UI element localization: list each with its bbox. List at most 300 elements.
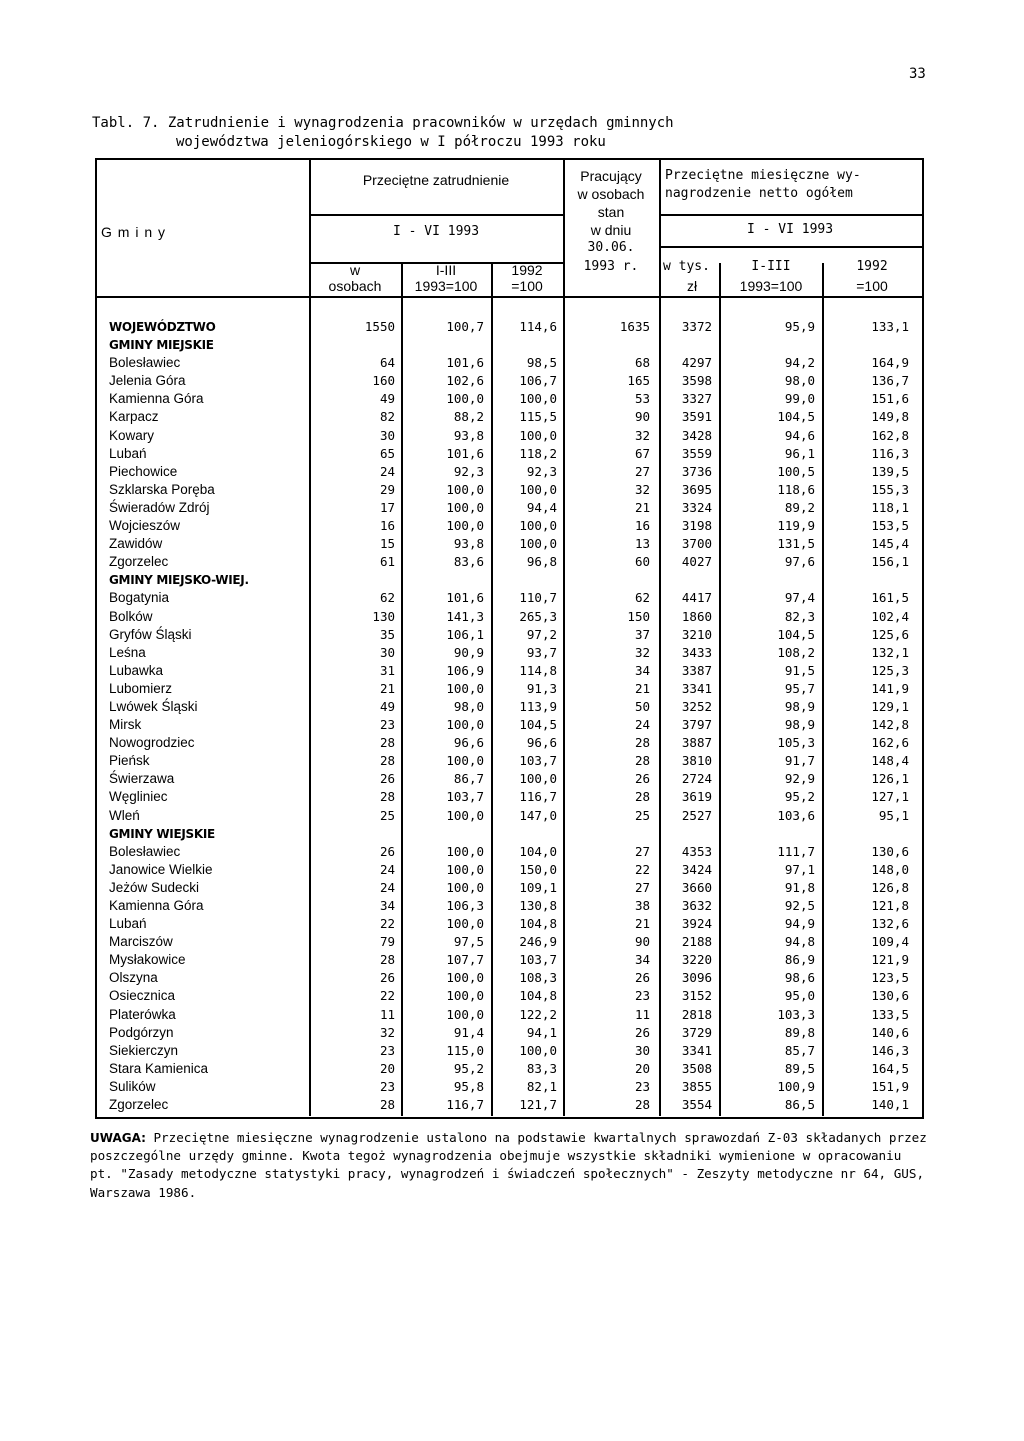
row-value: 3252 — [681, 698, 712, 714]
row-value: 26 — [634, 970, 650, 986]
row-value: 100,0 — [446, 916, 484, 932]
table-row — [95, 915, 922, 933]
row-value: 29 — [379, 481, 395, 497]
row-value: 97,1 — [784, 861, 815, 877]
table-row — [95, 608, 922, 626]
row-value: 100,0 — [446, 861, 484, 877]
title-line-1: Tabl. 7. Zatrudnienie i wynagrodzenia pracowników w urzędach gminnych — [92, 115, 674, 131]
row-value: 24 — [379, 879, 395, 895]
row-name: Bogatynia — [109, 590, 170, 606]
table-row — [95, 427, 922, 445]
row-value: 3424 — [681, 861, 712, 877]
row-value: 93,8 — [453, 427, 484, 443]
row-value: 1550 — [364, 319, 395, 334]
row-value: 23 — [634, 988, 650, 1004]
row-value: 3887 — [681, 735, 712, 751]
row-value: 62 — [379, 590, 395, 606]
table-row — [95, 517, 922, 535]
row-value: 126,8 — [871, 879, 909, 895]
row-name: Siekierczyn — [109, 1042, 179, 1058]
row-value: 100,0 — [519, 536, 557, 552]
row-value: 160 — [372, 373, 395, 389]
row-value: 94,2 — [784, 355, 815, 371]
row-name: Wojcieszów — [109, 518, 181, 534]
row-value: 129,1 — [871, 698, 909, 714]
row-value: 91,8 — [784, 879, 815, 895]
table-row — [95, 1006, 922, 1024]
row-value: 27 — [634, 463, 650, 479]
row-value: 94,1 — [526, 1024, 557, 1040]
row-value: 150 — [627, 608, 650, 624]
row-value: 100,0 — [519, 427, 557, 443]
section-row — [95, 825, 922, 843]
row-value: 17 — [379, 499, 395, 515]
row-value: 34 — [634, 662, 650, 678]
row-value: 164,9 — [871, 355, 909, 371]
row-value: 103,7 — [519, 753, 557, 769]
row-name: Mysłakowice — [109, 952, 186, 968]
row-value: 97,2 — [526, 626, 557, 642]
header-wage-group-1: Przeciętne miesięczne wy- — [665, 168, 861, 183]
table-row — [95, 390, 922, 408]
row-name: Olszyna — [109, 970, 158, 986]
row-value: 94,6 — [784, 427, 815, 443]
row-value: 88,2 — [453, 409, 484, 425]
row-value: 3198 — [681, 518, 712, 534]
row-name: Świerzawa — [109, 771, 175, 787]
row-value: 35 — [379, 626, 395, 642]
row-value: 3508 — [681, 1060, 712, 1076]
row-value: 92,3 — [453, 463, 484, 479]
row-value: 132,1 — [871, 644, 909, 660]
row-value: 49 — [379, 698, 395, 714]
row-value: 2818 — [681, 1006, 712, 1022]
table-row — [95, 879, 922, 897]
row-value: 15 — [379, 536, 395, 552]
row-value: 110,7 — [519, 590, 557, 606]
row-value: 101,6 — [446, 445, 484, 461]
row-value: 150,0 — [519, 861, 557, 877]
header-col-1992-1: 1992 — [511, 262, 543, 278]
header-wage-group-2: nagrodzenie netto ogółem — [665, 186, 853, 201]
row-value: 103,7 — [519, 952, 557, 968]
row-name: Podgórzyn — [109, 1024, 174, 1040]
header-working-2: w osobach — [577, 186, 645, 202]
row-value: 121,8 — [871, 898, 909, 913]
row-value: 26 — [379, 970, 395, 986]
row-value: 24 — [379, 463, 395, 479]
row-value: 86,7 — [453, 771, 484, 787]
table-row — [95, 589, 922, 607]
row-value: 130,6 — [871, 988, 909, 1004]
row-value: 3327 — [681, 391, 712, 407]
header-working-1: Pracujący — [580, 168, 642, 184]
row-value: 27 — [634, 879, 650, 895]
header-col-osobach-2: osobach — [328, 278, 382, 294]
row-name: Lubomierz — [109, 680, 173, 696]
row-value: 3598 — [681, 373, 712, 389]
row-value: 100,0 — [446, 988, 484, 1004]
row-value: 130,6 — [871, 843, 909, 859]
row-value: 91,3 — [526, 680, 557, 696]
row-value: 106,3 — [446, 898, 484, 913]
row-value: 13 — [634, 536, 650, 552]
row-value: 100,0 — [446, 499, 484, 515]
row-value: 28 — [634, 735, 650, 751]
section-row — [95, 336, 922, 354]
row-value: 145,4 — [871, 536, 909, 552]
row-value: 151,6 — [871, 391, 909, 407]
header-working-5: 30.06. — [587, 240, 635, 255]
table-row — [95, 499, 922, 517]
row-value: 26 — [379, 771, 395, 787]
row-value: 97,6 — [784, 554, 815, 570]
row-value: 136,7 — [871, 373, 909, 389]
table-row — [95, 770, 922, 788]
table-body — [95, 318, 922, 1114]
header-col-w1992-1: 1992 — [856, 259, 888, 274]
header-gminy: G m i n y — [101, 224, 167, 240]
row-value: 165 — [627, 373, 650, 389]
row-value: 104,5 — [777, 626, 815, 642]
row-value: 30 — [379, 427, 395, 443]
row-name: Wleń — [109, 807, 140, 823]
page-number: 33 — [909, 66, 926, 82]
row-name: Zawidów — [109, 536, 163, 552]
row-value: 28 — [379, 753, 395, 769]
row-name: Bolków — [109, 608, 153, 624]
row-value: 11 — [379, 1006, 395, 1022]
row-value: 4417 — [681, 590, 712, 606]
table-row — [95, 897, 922, 915]
row-value: 65 — [379, 445, 395, 461]
row-value: 32 — [634, 644, 650, 660]
row-value: 101,6 — [446, 355, 484, 371]
table-row — [95, 662, 922, 680]
row-value: 28 — [379, 735, 395, 751]
row-value: 115,5 — [519, 409, 557, 425]
row-value: 89,8 — [784, 1024, 815, 1040]
row-value: 91,4 — [453, 1024, 484, 1040]
header-col-wi3-2: 1993=100 — [739, 278, 803, 294]
row-name: GMINY WIEJSKIE — [109, 826, 215, 841]
row-value: 265,3 — [519, 608, 557, 624]
row-value: 102,6 — [446, 373, 484, 389]
row-value: 93,7 — [526, 644, 557, 660]
row-value: 98,9 — [784, 717, 815, 733]
row-value: 164,5 — [871, 1060, 909, 1076]
row-value: 125,6 — [871, 626, 909, 642]
row-value: 4297 — [681, 355, 712, 371]
row-value: 3341 — [681, 1042, 712, 1058]
row-value: 118,6 — [777, 481, 815, 497]
row-value: 3736 — [681, 463, 712, 479]
row-value: 2724 — [681, 771, 712, 787]
row-name: Nowogrodziec — [109, 735, 195, 751]
row-value: 114,8 — [519, 662, 557, 678]
row-value: 98,6 — [784, 970, 815, 986]
row-value: 28 — [379, 952, 395, 968]
row-value: 2527 — [681, 807, 712, 823]
row-value: 106,7 — [519, 373, 557, 389]
row-name: Świeradów Zdrój — [109, 499, 210, 515]
table-row — [95, 1060, 922, 1078]
row-name: Karpacz — [109, 409, 159, 425]
row-value: 101,6 — [446, 590, 484, 606]
table-row — [95, 752, 922, 770]
row-value: 142,8 — [871, 717, 909, 733]
row-value: 147,0 — [519, 807, 557, 823]
table-row — [95, 372, 922, 390]
table-row — [95, 644, 922, 662]
row-value: 68 — [634, 355, 650, 371]
row-name: Bolesławiec — [109, 843, 181, 859]
row-value: 83,6 — [453, 554, 484, 570]
row-value: 30 — [634, 1042, 650, 1058]
row-value: 103,3 — [777, 1006, 815, 1022]
row-value: 100,0 — [519, 391, 557, 407]
grid-line — [659, 214, 922, 216]
row-value: 139,5 — [871, 463, 909, 479]
row-value: 90 — [634, 409, 650, 425]
row-value: 27 — [634, 843, 650, 859]
row-value: 3324 — [681, 499, 712, 515]
row-value: 100,0 — [519, 1042, 557, 1058]
row-value: 3372 — [681, 319, 712, 334]
row-value: 3341 — [681, 680, 712, 696]
row-value: 140,6 — [871, 1024, 909, 1040]
header-col-tys-1: w tys. — [663, 259, 710, 274]
row-value: 146,3 — [871, 1042, 909, 1058]
row-value: 106,9 — [446, 662, 484, 678]
row-name: Mirsk — [109, 717, 142, 733]
table-row — [95, 788, 922, 806]
row-value: 28 — [634, 753, 650, 769]
header-col-i3-1: I-III — [435, 262, 457, 278]
row-value: 116,3 — [871, 445, 909, 461]
row-value: 25 — [634, 807, 650, 823]
row-value: 121,7 — [519, 1097, 557, 1113]
row-value: 86,5 — [784, 1097, 815, 1113]
row-name: Sulików — [109, 1078, 156, 1094]
row-value: 3619 — [681, 789, 712, 805]
row-value: 16 — [379, 518, 395, 534]
data-table — [95, 158, 922, 1117]
row-value: 64 — [379, 355, 395, 371]
row-value: 130 — [372, 608, 395, 624]
row-value: 3632 — [681, 898, 712, 913]
row-value: 95,9 — [784, 319, 815, 334]
row-value: 95,2 — [784, 789, 815, 805]
row-value: 62 — [634, 590, 650, 606]
table-row — [95, 734, 922, 752]
header-col-osobach-1: w — [349, 262, 361, 278]
row-value: 102,4 — [871, 608, 909, 624]
row-value: 127,1 — [871, 789, 909, 805]
row-value: 91,5 — [784, 662, 815, 678]
grid-line — [95, 296, 922, 298]
row-value: 3428 — [681, 427, 712, 443]
table-row — [95, 481, 922, 499]
row-value: 23 — [379, 717, 395, 733]
row-value: 104,5 — [519, 717, 557, 733]
row-value: 30 — [379, 644, 395, 660]
row-value: 100,0 — [446, 843, 484, 859]
row-value: 133,1 — [871, 319, 909, 334]
row-value: 95,1 — [878, 807, 909, 823]
row-value: 95,8 — [453, 1078, 484, 1094]
table-row — [95, 463, 922, 481]
row-value: 119,9 — [777, 518, 815, 534]
row-name: Kamienna Góra — [109, 898, 204, 913]
row-value: 132,6 — [871, 916, 909, 932]
row-name: Janowice Wielkie — [109, 861, 213, 877]
row-value: 1635 — [619, 319, 650, 334]
row-value: 161,5 — [871, 590, 909, 606]
row-value: 133,5 — [871, 1006, 909, 1022]
row-name: Lubań — [109, 445, 147, 461]
row-value: 156,1 — [871, 554, 909, 570]
row-value: 100,9 — [777, 1078, 815, 1094]
row-value: 95,2 — [453, 1060, 484, 1076]
row-value: 116,7 — [519, 789, 557, 805]
row-value: 151,9 — [871, 1078, 909, 1094]
row-value: 2188 — [681, 934, 712, 950]
table-title — [92, 114, 674, 152]
row-value: 98,5 — [526, 355, 557, 371]
row-value: 21 — [634, 916, 650, 932]
row-value: 3559 — [681, 445, 712, 461]
table-row — [95, 843, 922, 861]
row-value: 89,2 — [784, 499, 815, 515]
row-value: 104,5 — [777, 409, 815, 425]
table-row — [95, 716, 922, 734]
table-row — [95, 1024, 922, 1042]
row-value: 95,0 — [784, 988, 815, 1004]
row-value: 90 — [634, 934, 650, 950]
row-value: 53 — [634, 391, 650, 407]
row-name: Zgorzelec — [109, 554, 169, 570]
row-value: 4353 — [681, 843, 712, 859]
row-value: 3695 — [681, 481, 712, 497]
row-value: 100,0 — [519, 518, 557, 534]
row-value: 148,4 — [871, 753, 909, 769]
row-value: 155,3 — [871, 481, 909, 497]
row-value: 21 — [634, 680, 650, 696]
row-value: 96,1 — [784, 445, 815, 461]
row-value: 125,3 — [871, 662, 909, 678]
row-value: 24 — [634, 717, 650, 733]
table-row — [95, 807, 922, 825]
footnote — [90, 1129, 930, 1202]
row-value: 60 — [634, 554, 650, 570]
row-value: 116,7 — [446, 1097, 484, 1113]
row-value: 28 — [379, 1097, 395, 1113]
row-name: Lubawka — [109, 662, 164, 678]
row-name: Szklarska Poręba — [109, 481, 215, 497]
row-value: 107,7 — [446, 952, 484, 968]
row-value: 34 — [634, 952, 650, 968]
row-value: 50 — [634, 698, 650, 714]
table-row — [95, 1078, 922, 1096]
row-value: 23 — [379, 1078, 395, 1094]
table-row — [95, 535, 922, 553]
row-value: 28 — [634, 1097, 650, 1113]
row-value: 3700 — [681, 536, 712, 552]
header-col-i3-2: 1993=100 — [414, 278, 478, 294]
header-employment-period: I - VI 1993 — [392, 224, 480, 239]
header-wage-period: I - VI 1993 — [746, 222, 834, 237]
row-value: 92,3 — [526, 463, 557, 479]
row-value: 93,8 — [453, 536, 484, 552]
table-row — [95, 626, 922, 644]
section-row — [95, 571, 922, 589]
grid-line — [659, 246, 922, 248]
row-value: 100,0 — [446, 1006, 484, 1022]
row-value: 3810 — [681, 753, 712, 769]
row-value: 100,0 — [446, 970, 484, 986]
row-value: 114,6 — [519, 319, 557, 334]
row-name: Osiecznica — [109, 988, 176, 1004]
row-value: 3924 — [681, 916, 712, 932]
row-value: 89,5 — [784, 1060, 815, 1076]
row-value: 82,3 — [784, 608, 815, 624]
row-value: 20 — [634, 1060, 650, 1076]
row-name: Kamienna Góra — [109, 391, 204, 407]
row-name: Jeżów Sudecki — [109, 879, 200, 895]
row-name: Lwówek Śląski — [109, 698, 198, 714]
row-value: 94,4 — [526, 499, 557, 515]
row-value: 3591 — [681, 409, 712, 425]
table-row — [95, 969, 922, 987]
row-value: 94,9 — [784, 916, 815, 932]
row-value: 100,0 — [446, 753, 484, 769]
row-value: 26 — [634, 1024, 650, 1040]
row-value: 23 — [634, 1078, 650, 1094]
row-value: 105,3 — [777, 735, 815, 751]
row-value: 3660 — [681, 879, 712, 895]
row-value: 99,0 — [784, 391, 815, 407]
header-col-tys-2: zł — [686, 278, 698, 294]
row-name: Kowary — [109, 427, 155, 443]
row-value: 121,9 — [871, 952, 909, 968]
header-col-wi3-1: I-III — [751, 259, 791, 274]
row-value: 246,9 — [519, 934, 557, 950]
row-value: 21 — [634, 499, 650, 515]
row-value: 103,6 — [777, 807, 815, 823]
row-value: 32 — [379, 1024, 395, 1040]
header-working-6: 1993 r. — [583, 259, 639, 274]
row-value: 100,0 — [446, 518, 484, 534]
row-value: 97,5 — [453, 934, 484, 950]
row-value: 96,6 — [453, 735, 484, 751]
row-name: GMINY MIEJSKIE — [109, 338, 214, 353]
table-row — [95, 680, 922, 698]
row-value: 3220 — [681, 952, 712, 968]
row-value: 104,8 — [519, 988, 557, 1004]
row-value: 79 — [379, 934, 395, 950]
row-value: 26 — [379, 843, 395, 859]
row-name: Stara Kamienica — [109, 1060, 209, 1076]
row-value: 21 — [379, 680, 395, 696]
row-value: 111,7 — [777, 843, 815, 859]
row-value: 3554 — [681, 1097, 712, 1113]
row-value: 38 — [634, 898, 650, 913]
row-value: 108,2 — [777, 644, 815, 660]
row-value: 100,0 — [446, 717, 484, 733]
table-row — [95, 861, 922, 879]
row-value: 31 — [379, 662, 395, 678]
